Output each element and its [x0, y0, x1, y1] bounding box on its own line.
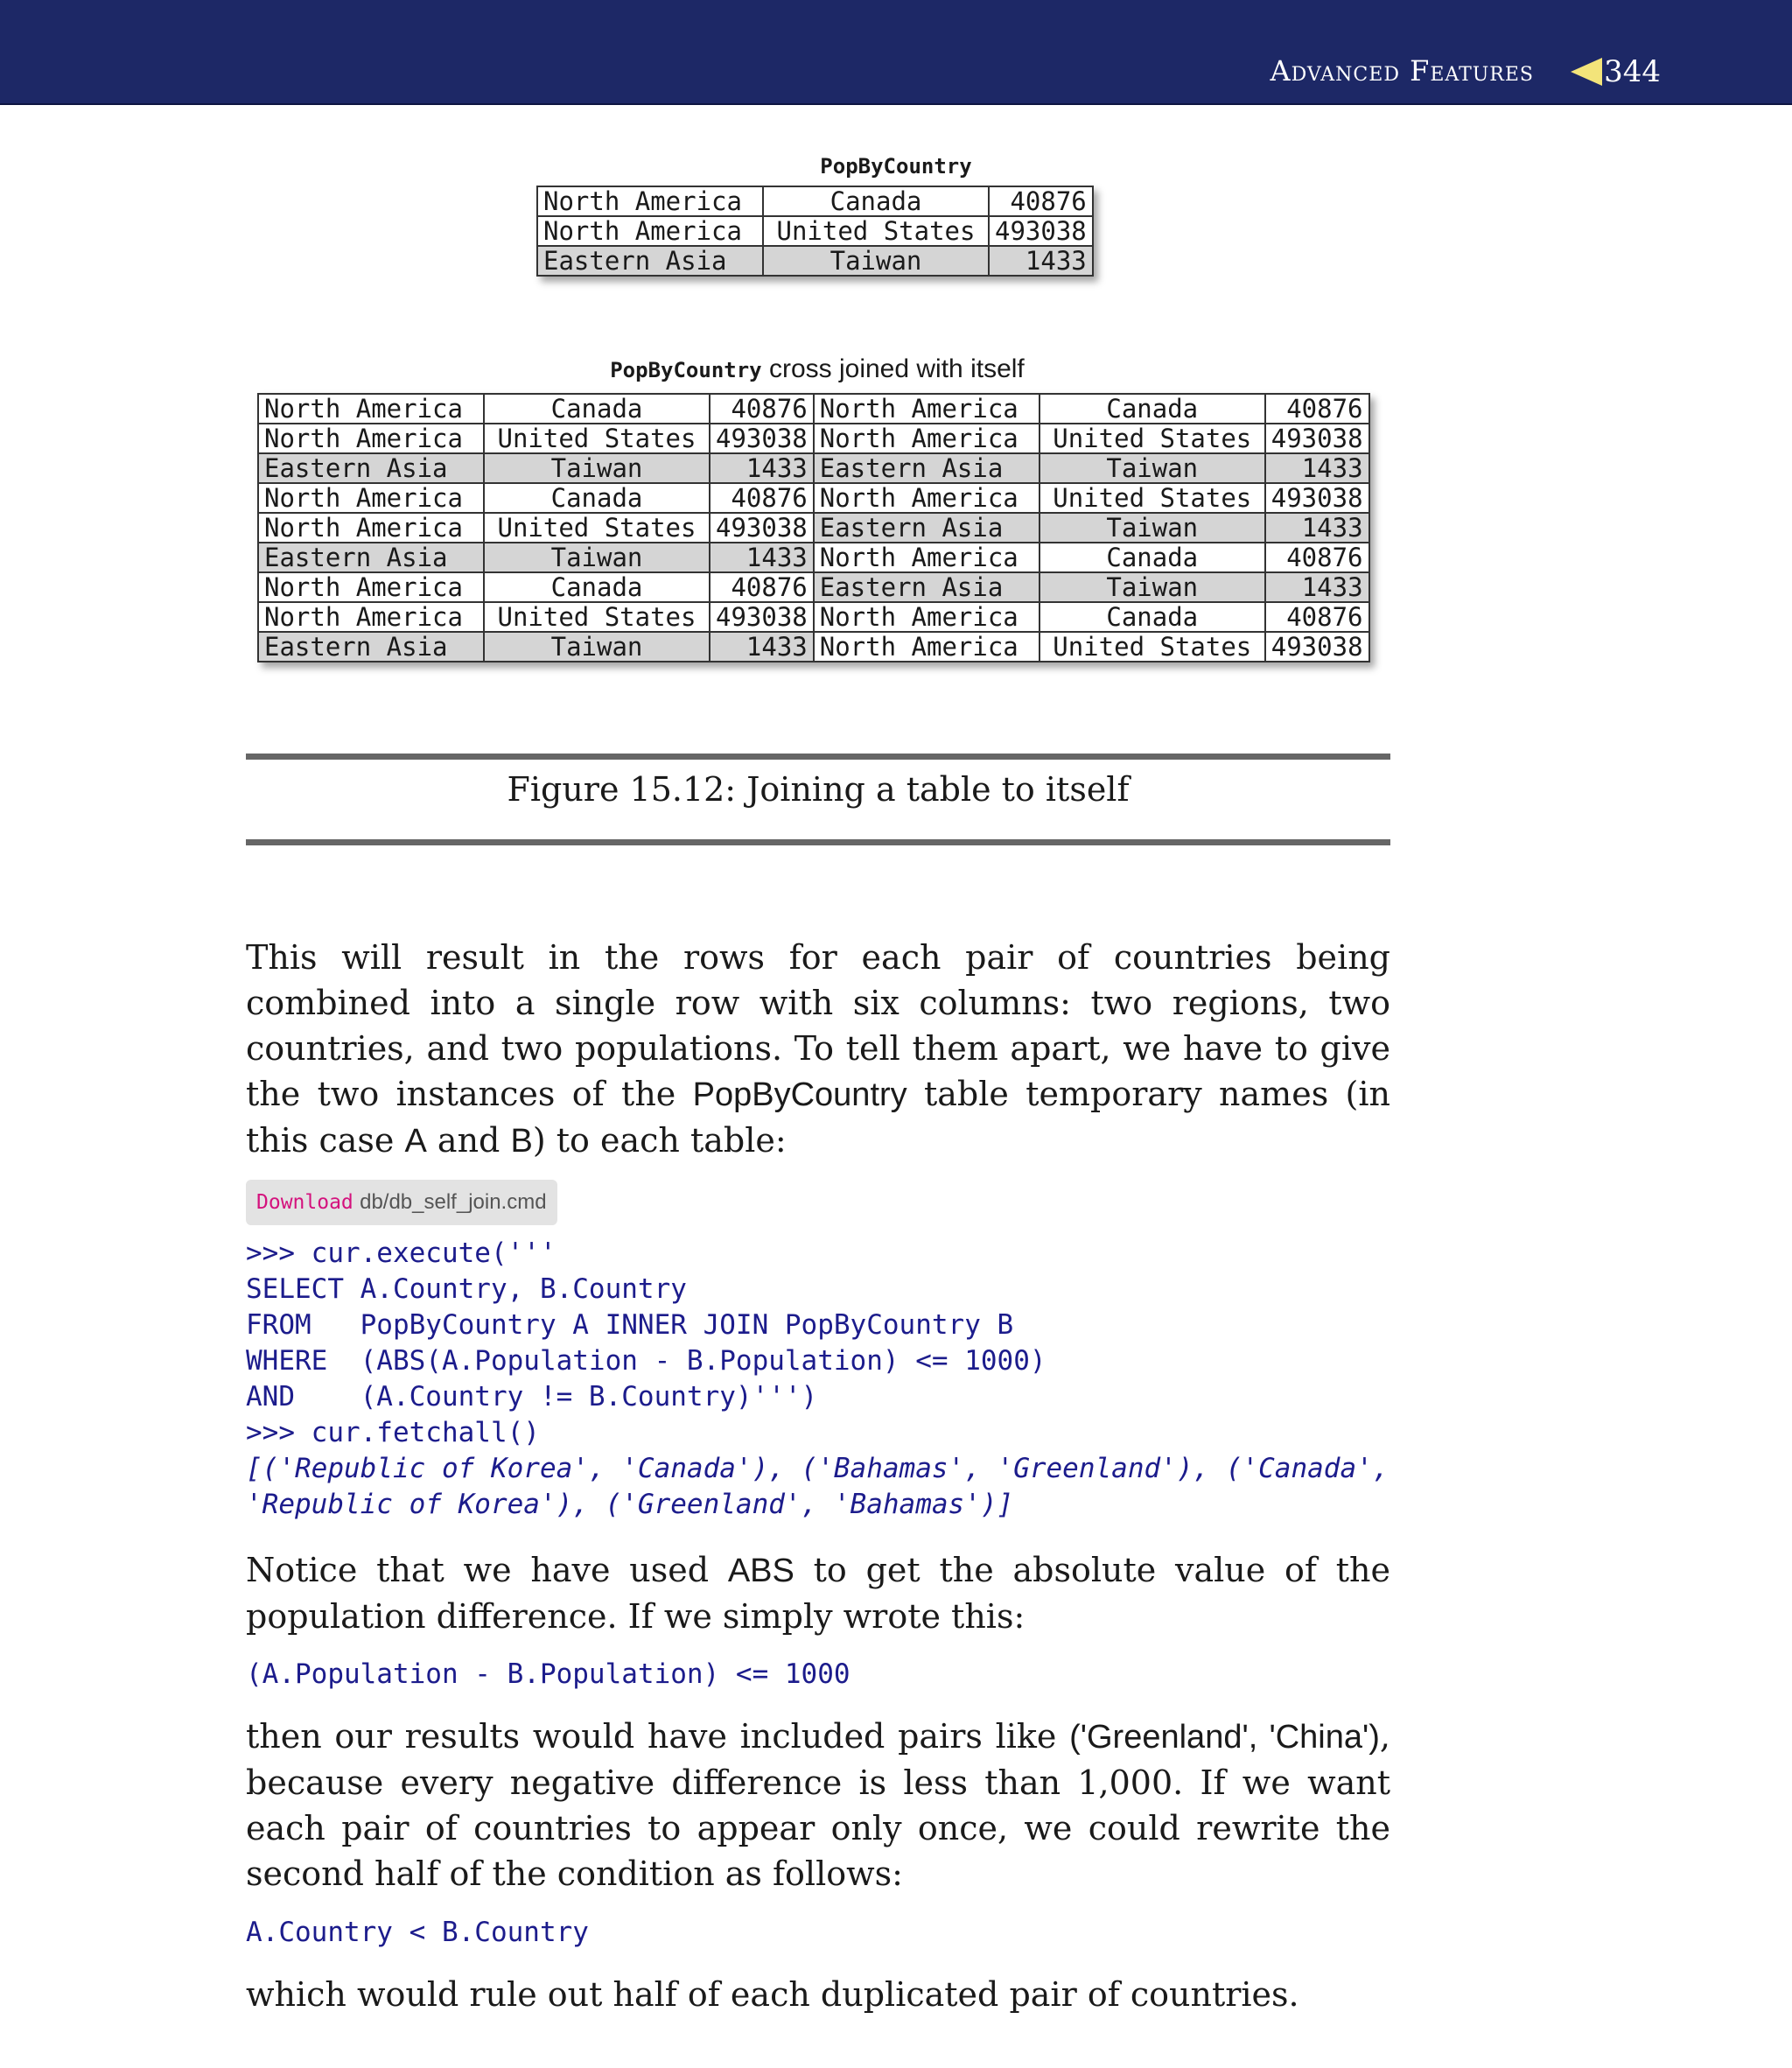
table1-title: PopByCountry [820, 154, 972, 179]
table-cell-num: 493038 [1265, 632, 1369, 662]
table-cell-region: North America [537, 216, 763, 246]
table-row [537, 246, 1093, 276]
table-cell-region: Eastern Asia [258, 543, 484, 572]
table-cell-num: 493038 [989, 216, 1093, 246]
download-path[interactable]: db/db_self_join.cmd [360, 1190, 547, 1214]
paragraph-2: Notice that we have used ABS to get the absolute value of the population difference. If we simply wrote this: [246, 1551, 1390, 1636]
table-cell-num: 1433 [710, 632, 814, 662]
table-cell-num: 40876 [710, 394, 814, 424]
table-row [258, 453, 1369, 483]
table-row [537, 216, 1093, 246]
table-cell-region: Eastern Asia [814, 453, 1040, 483]
table-cell-country: Canada [1040, 602, 1265, 632]
figure-rule-top [246, 754, 1390, 760]
table-cell-country: United States [763, 216, 989, 246]
inline-code-abs: ABS [727, 1553, 794, 1589]
download-label[interactable]: Download [256, 1191, 354, 1214]
table-cell-num: 40876 [710, 483, 814, 513]
paragraph-4: which would rule out half of each duplicated pair of countries. [246, 1975, 1299, 2014]
figure-caption: Figure 15.12: Joining a table to itself [507, 770, 1130, 809]
table-row [258, 513, 1369, 543]
table-cell-country: Taiwan [1040, 453, 1265, 483]
table2-title-code: PopByCountry [610, 358, 762, 382]
table-row [258, 572, 1369, 602]
cross-join-table [257, 393, 1370, 662]
table-cell-region: Eastern Asia [258, 453, 484, 483]
table-cell-country: Taiwan [484, 543, 710, 572]
table-cell-num: 493038 [1265, 424, 1369, 453]
table-cell-country: United States [484, 513, 710, 543]
table-cell-num: 1433 [1265, 453, 1369, 483]
table-cell-num: 493038 [1265, 483, 1369, 513]
table-cell-num: 493038 [710, 602, 814, 632]
inline-code-table: PopByCountry [692, 1076, 907, 1113]
table-cell-country: Canada [763, 186, 989, 216]
code-block: >>> cur.execute(''' SELECT A.Country, B.Country FROM PopByCountry A INNER JOIN PopByCountry B WHERE (ABS(A.Population - B.Population) <= 1000) AND (A.Country != B.Country)''') >>> cur.fetchall() [('Republic of Korea', 'Canada'), ('Bahamas', 'Greenland'), ('Canada', 'Republic of Korea'), ('Greenland', 'Bahamas')] [246, 1237, 1390, 1520]
table-cell-country: United States [484, 424, 710, 453]
table-cell-num: 1433 [1265, 513, 1369, 543]
table-cell-country: Taiwan [484, 632, 710, 662]
table-cell-country: United States [484, 602, 710, 632]
result-line-2: 'Republic of Korea'), ('Greenland', 'Bahamas')] [246, 1489, 1014, 1520]
paragraph-3: then our results would have included pairs like ('Greenland', 'China'), because every negative difference is less than 1,000. If we want each pair of countries to appear only once, we could rewrite the second half of the condition as follows: [246, 1717, 1390, 1893]
table2-title [0, 354, 1634, 384]
table-row [258, 394, 1369, 424]
table-cell-country: Canada [1040, 543, 1265, 572]
table-cell-country: Canada [1040, 394, 1265, 424]
table-cell-region: North America [814, 602, 1040, 632]
table-cell-num: 40876 [989, 186, 1093, 216]
table-cell-region: North America [814, 424, 1040, 453]
table-cell-region: Eastern Asia [537, 246, 763, 276]
table-cell-num: 1433 [1265, 572, 1369, 602]
table-cell-country: Canada [484, 572, 710, 602]
section-title: Advanced Features [1270, 54, 1534, 88]
table-cell-country: United States [1040, 424, 1265, 453]
table-row [258, 632, 1369, 662]
table-cell-region: North America [258, 483, 484, 513]
table-cell-num: 40876 [1265, 394, 1369, 424]
inline-code-pair: ('Greenland', 'China') [1069, 1719, 1380, 1756]
table-cell-region: North America [258, 513, 484, 543]
table-cell-region: North America [814, 632, 1040, 662]
table-cell-region: North America [258, 424, 484, 453]
table-cell-region: North America [814, 394, 1040, 424]
table-row [258, 483, 1369, 513]
table-cell-country: United States [1040, 483, 1265, 513]
paragraph-1: This will result in the rows for each pair of countries being combined into a single row with six columns: two regions, two countries, and two populations. To tell them apart, we have to give the two instances of the PopByCountry table temporary names (in this case A and B) to each table: [246, 938, 1391, 1160]
table-cell-region: North America [537, 186, 763, 216]
table-cell-region: North America [814, 483, 1040, 513]
table-cell-country: Canada [484, 394, 710, 424]
table-row [537, 186, 1093, 216]
table-cell-num: 493038 [710, 424, 814, 453]
table-cell-num: 40876 [1265, 602, 1369, 632]
table-row [258, 424, 1369, 453]
table-cell-country: Taiwan [1040, 572, 1265, 602]
inline-code-b: B [510, 1123, 533, 1160]
table-cell-country: Taiwan [484, 453, 710, 483]
result-line-1: [('Republic of Korea', 'Canada'), ('Bahamas', 'Greenland'), ('Canada', [246, 1453, 1390, 1484]
table2-title-text: cross joined with itself [768, 354, 1025, 383]
table-cell-region: North America [258, 602, 484, 632]
table-row [258, 602, 1369, 632]
code-snippet-population: (A.Population - B.Population) <= 1000 [246, 1658, 850, 1690]
table-cell-region: Eastern Asia [814, 572, 1040, 602]
table-cell-region: North America [258, 394, 484, 424]
table-cell-region: Eastern Asia [814, 513, 1040, 543]
table-cell-country: Canada [484, 483, 710, 513]
table-cell-region: Eastern Asia [258, 632, 484, 662]
popbycountry-table [536, 186, 1094, 277]
table-cell-num: 1433 [710, 543, 814, 572]
download-link[interactable] [246, 1180, 557, 1225]
previous-page-arrow-icon[interactable] [1571, 58, 1602, 86]
table-cell-num: 1433 [710, 453, 814, 483]
code-snippet-country: A.Country < B.Country [246, 1917, 589, 1948]
table-cell-country: United States [1040, 632, 1265, 662]
table-row [258, 543, 1369, 572]
table-cell-region: North America [258, 572, 484, 602]
table-cell-country: Taiwan [1040, 513, 1265, 543]
figure-rule-bottom [246, 839, 1390, 845]
page-header [0, 0, 1792, 105]
table-cell-num: 40876 [710, 572, 814, 602]
table-cell-region: North America [814, 543, 1040, 572]
inline-code-a: A [404, 1123, 427, 1160]
table-cell-num: 40876 [1265, 543, 1369, 572]
table-cell-num: 1433 [989, 246, 1093, 276]
table-cell-country: Taiwan [763, 246, 989, 276]
table-cell-num: 493038 [710, 513, 814, 543]
page-number: 344 [1604, 54, 1661, 89]
